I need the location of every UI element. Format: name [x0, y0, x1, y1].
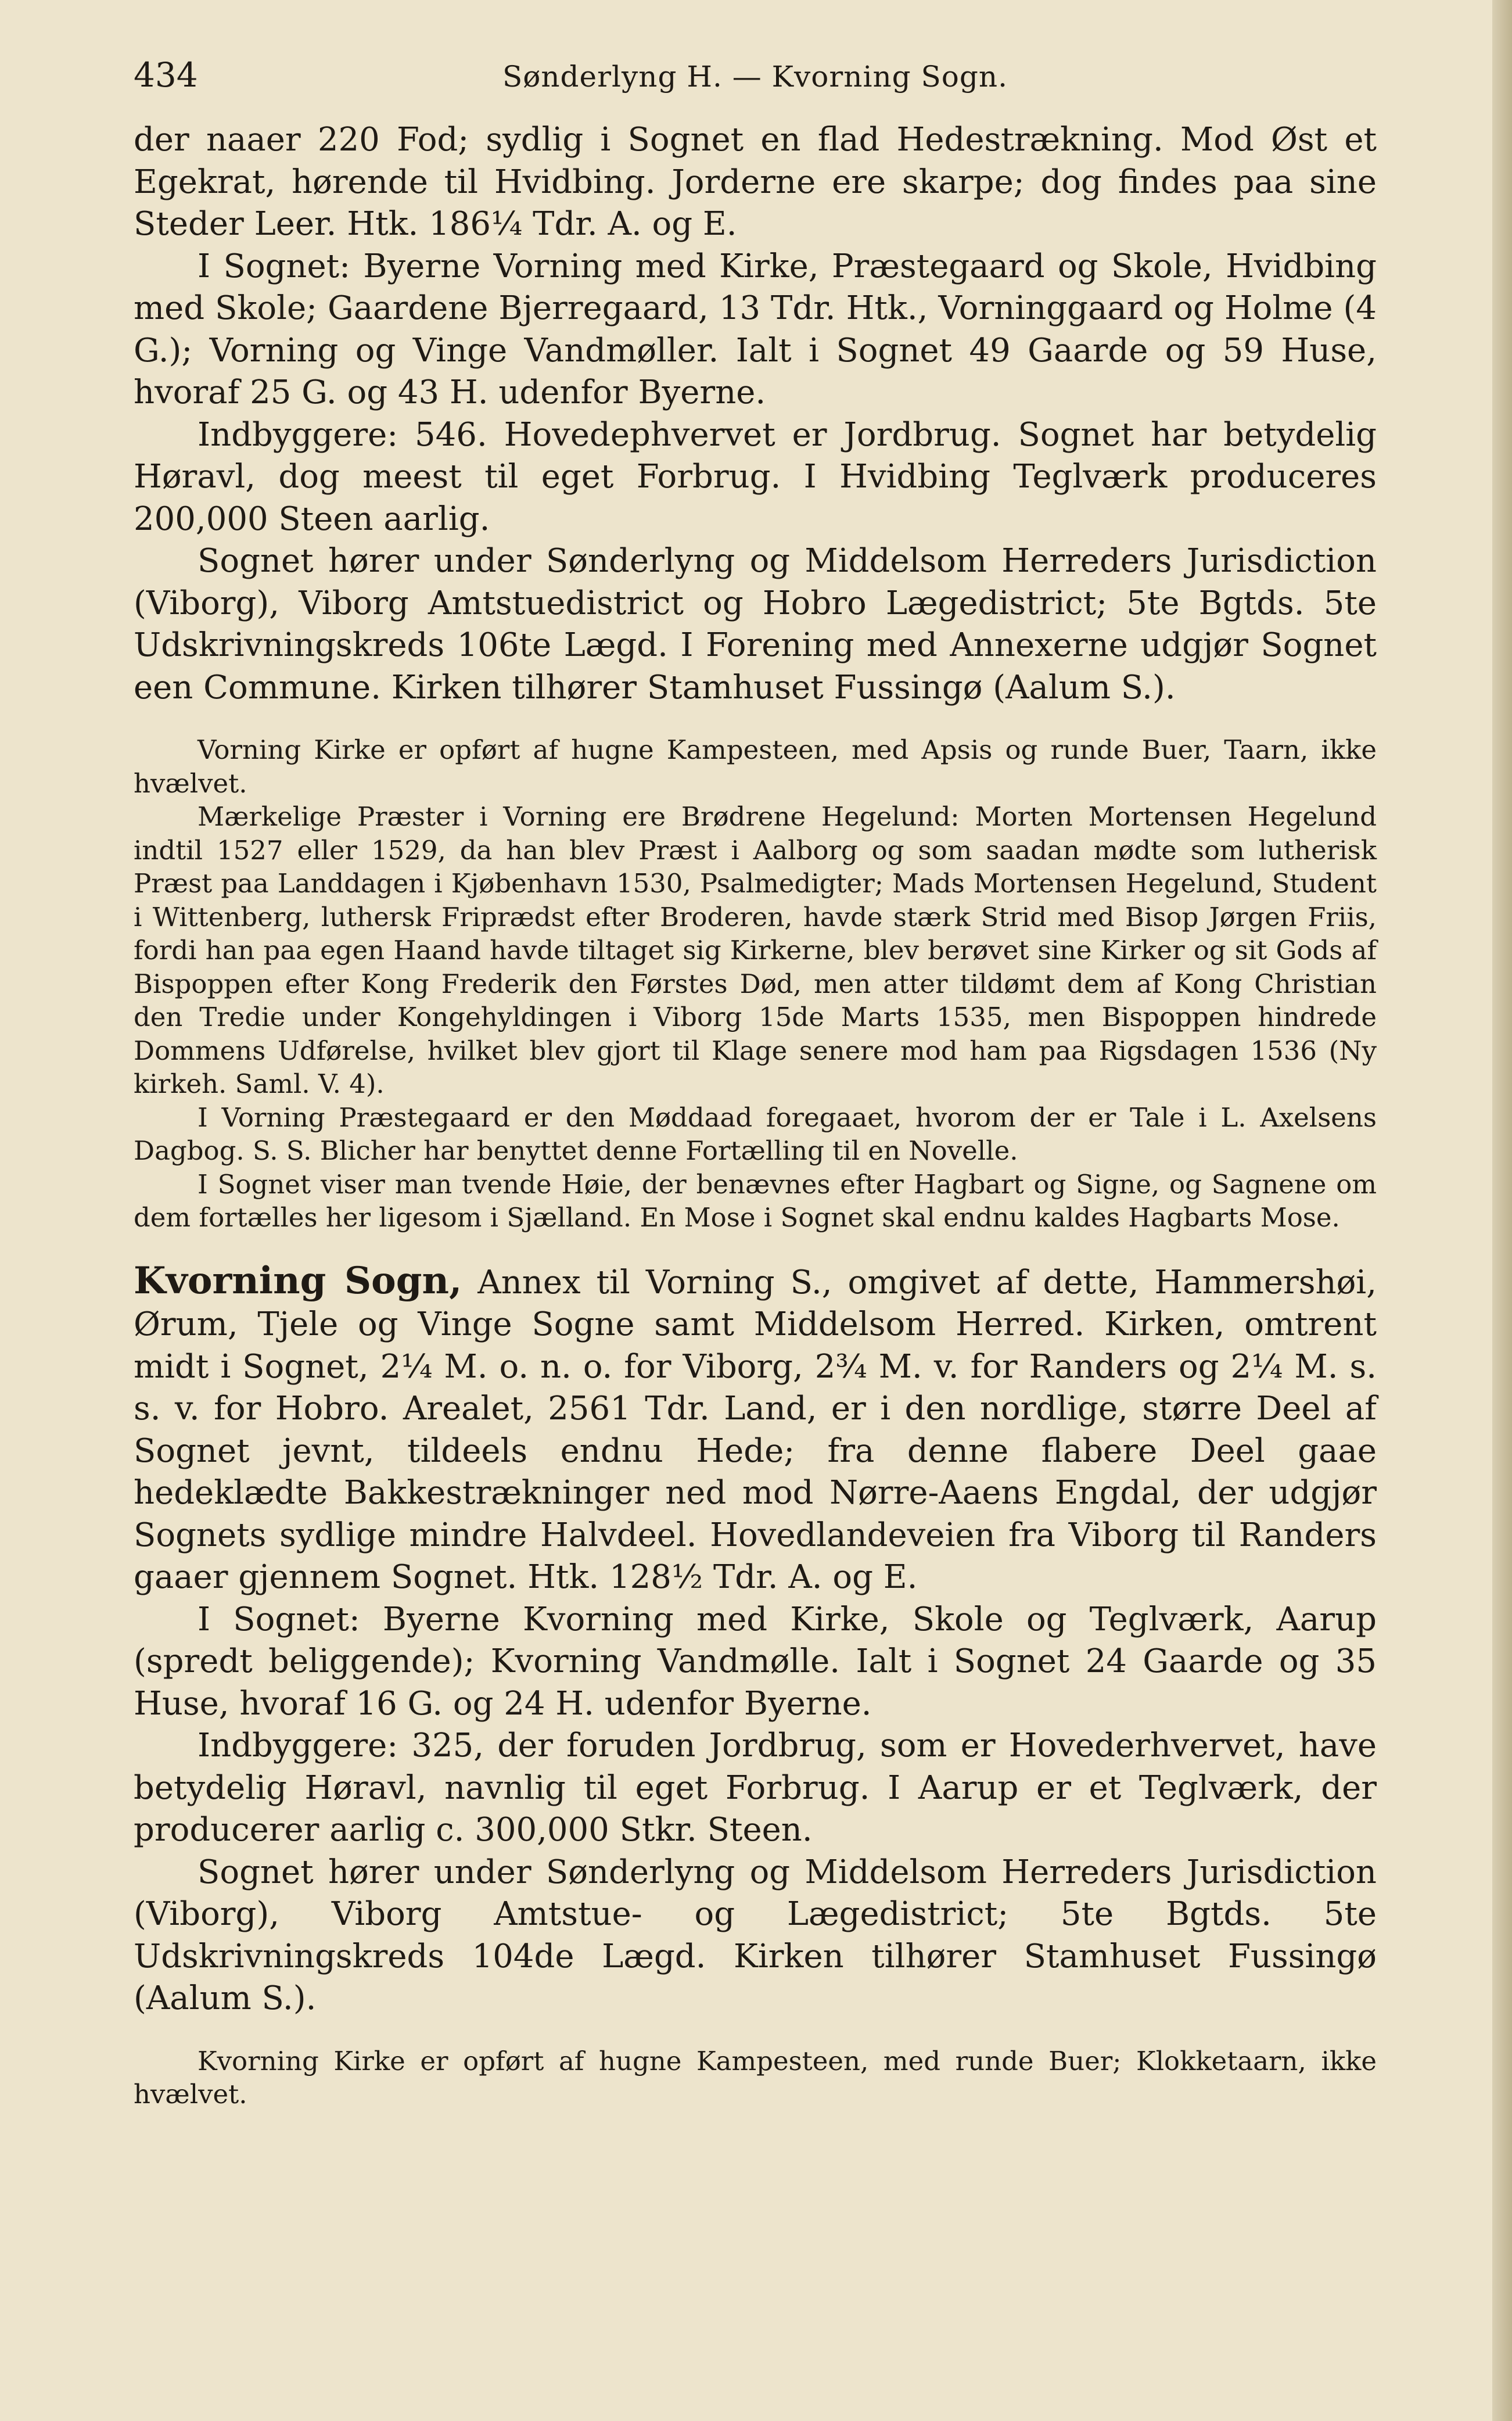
paragraph: Indbyggere: 546. Hovedерhvervet er Jordbrug. Sognet har betydelig Høravl, dog meest til eget Forbrug. I Hvidbing Teglværk producеres 200,000 Steen aarlig.	[134, 415, 1377, 538]
page-number: 434	[134, 55, 198, 95]
paragraph: der naaer 220 Fod; sydlig i Sognet en flad Hedestrækning. Mod Øst et Egekrat, hørende til Hvidbing. Jorderne ere skarpe; dog findes paa sine Steder Leer. Htk. 186¼ Tdr. A. og E.	[134, 121, 1377, 243]
section-heading: Kvorning Sogn,	[134, 1258, 462, 1303]
paragraph: Sognet hører under Sønderlyng og Middelsom Herreders Jurisdiction (Viborg), Viborg Amtstue- og Lægedistrict; 5te Bgtds. 5te Udskrivningskreds 104de Lægd. Kirken tilhører Stamhuset Fussingø (Aalum S.).	[134, 1853, 1377, 2017]
paragraph: I Sognet: Byerne Kvorning med Kirke, Skole og Teglværk, Aarup (spredt beliggende); Kvorning Vandmølle. Ialt i Sognet 24 Gaarde og 35 Huse, hvoraf 16 G. og 24 H. udenfor Byerne.	[134, 1600, 1377, 1723]
section-first-paragraph	[134, 1260, 1377, 1599]
kvorning-section	[134, 1260, 1377, 2020]
page-edge	[1492, 0, 1512, 2421]
note: I Vorning Præstegaard er den Møddaad foregaaet, hvorom der er Tale i L. Axelsens Dagbog. S. S. Blicher har benyttet denne Fortælling til en Novelle.	[134, 1102, 1377, 1166]
note: Vorning Kirke er opført af hugne Kampesteen, med Apsis og runde Buer, Taarn, ikke hvælvet.	[134, 734, 1377, 799]
running-title: Sønderlyng H. — Kvorning Sogn.	[502, 60, 1008, 94]
vorning-notes	[134, 733, 1377, 1235]
paragraph: Sognet hører under Sønderlyng og Middelsom Herreders Jurisdiction (Viborg), Viborg Amtstuedistrict og Hobro Lægedistrict; 5te Bgtds. 5te Udskrivningskreds 106te Lægd. I Forening med Annexerne udgjør Sognet een Commune. Kirken tilhører Stamhuset Fussingø (Aalum S.).	[134, 542, 1377, 706]
note: Mærkelige Præster i Vorning ere Brødrene Hegelund: Morten Mortensen Hegelund indtil 1527 eller 1529, da han blev Præst i Aalborg og som saadan mødte som lutherisk Præst paa Landdagen i Kjøbenhavn 1530, Psalmedigter; Mads Mortensen Hegelund, Student i Wittenberg, luthersk Friprædst efter Broderen, havde stærk Strid med Bisop Jørgen Friis, fordi han paa egen Haand havde tiltaget sig Kirkerne, blev berøvet sine Kirker og sit Gods af Bispoppen efter Kong Frederik den Førstes Død, men atter tildømt dem af Kong Christian den Tredie under Kongehyldingen i Viborg 15de Marts 1535, men Bispoppen hindrede Dommens Udførelse, hvilket blev gjort til Klage senere mod ham paa Rigsdagen 1536 (Ny kirkeh. Saml. V. 4).	[134, 801, 1377, 1099]
paragraph: Indbyggere: 325, der foruden Jordbrug, som er Hovederhvervet, have betydelig Høravl, navnlig til eget Forbrug. I Aarup er et Teglværk, der producerer aarlig c. 300,000 Stkr. Steen.	[134, 1727, 1377, 1849]
paragraph-text: Annex til Vorning S., omgivet af dette, Hammershøi, Ørum, Tjele og Vinge Sogne samt Middelsom Herred. Kirken, omtrent midt i Sognet, 2¼ M. o. n. o. for Viborg, 2¾ M. v. for Randers og 2¼ M. s. s. v. for Hobro. Arealet, 2561 Tdr. Land, er i den nordlige, større Deel af Sognet jevnt, tildeels endnu Hede; fra denne flabere Deel gaae hedeklædte Bakkestrækninger ned mod Nørre-Aaens Engdal, der udgjør Sognets sydlige mindre Halvdeel. Hovedlandeveien fra Viborg til Randers gaaer gjennem Sognet. Htk. 128½ Tdr. A. og E.	[134, 1263, 1377, 1596]
kvorning-notes	[134, 2045, 1377, 2111]
paragraph: I Sognet: Byerne Vorning med Kirke, Præstegaard og Skole, Hvidbing med Skole; Gaardene Bjerregaard, 13 Tdr. Htk., Vorninggaard og Holme (4 G.); Vorning og Vinge Vandmøller. Ialt i Sognet 49 Gaarde og 59 Huse, hvoraf 25 G. og 43 H. udenfor Byerne.	[134, 247, 1377, 411]
page-header	[134, 55, 1377, 119]
book-page	[134, 55, 1377, 2397]
vorning-section	[134, 119, 1377, 709]
note: I Sognet viser man tvende Høie, der benævnes efter Hagbart og Signe, og Sagnene om dem fortælles her ligesom i Sjælland. En Mose i Sognet skal endnu kaldes Hagbarts Mose.	[134, 1168, 1377, 1233]
note: Kvorning Kirke er opført af hugne Kampesteen, med runde Buer; Klokketaarn, ikke hvælvet.	[134, 2045, 1377, 2110]
